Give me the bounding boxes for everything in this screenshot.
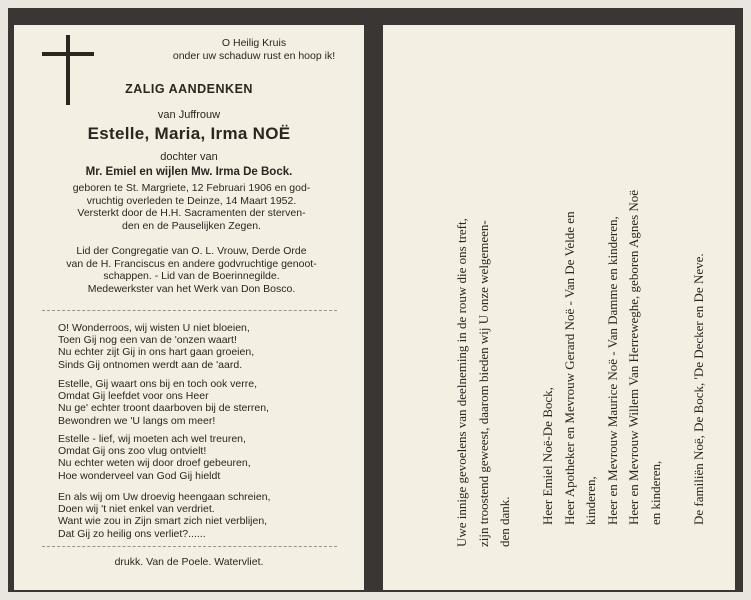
deceased-name: Estelle, Maria, Irma NOË: [87, 124, 291, 143]
membership-info: Lid der Congregatie van O. L. Vrouw, Derde Orde van de H. Franciscus en andere godvruchtige genoot- schappen. - Lid van de Boerinnegilde. Medewerkster van het Werk van Don Bosco.: [66, 245, 317, 295]
poem-stanza: Estelle - lief, wij moeten ach wel treuren, Omdat Gij ons zoo vlug ontvielt! Nu echter weten wij door droef gebeuren, Hoe wonderveel van God Gij hieldt: [58, 433, 251, 482]
dochter-label: dochter van: [160, 151, 218, 163]
thanks-line: zijn troostend geweest, daarom bieden wij U onze welgemeen-: [475, 220, 491, 547]
family-line: De familiën Noë, De Bock, 'De Decker en De Neve.: [690, 253, 706, 525]
van-label: van Juffrouw: [157, 109, 221, 121]
divider: [42, 310, 337, 311]
poem-stanza: Estelle, Gij waart ons bij en toch ook verre, Omdat Gij leefdet voor ons Heer Nu ge' echter troont daarboven bij de sterren, Bewondren we 'U langs om meer!: [58, 378, 269, 427]
family-line: Heer Apotheker en Mevrouw Gerard Noë - Van De Velde en: [561, 211, 577, 525]
motto: [139, 37, 369, 63]
thanks-text: [451, 67, 709, 547]
birth-death-info: geboren te St. Margriete, 12 Februari 1906 en god- vruchtig overleden te Deinze, 14 Maart 1952. Versterkt door de H.H. Sacramenten der sterven- den en de Pauselijken Zegen.: [72, 182, 311, 232]
memorial-card-front: [14, 25, 364, 590]
thanks-line: den dank.: [497, 496, 512, 547]
parents: Mr. Emiel en wijlen Mw. Irma De Bock.: [85, 166, 293, 178]
family-line: Heer en Mevrouw Willem Van Herreweghe, geboren Agnes Noë: [626, 189, 641, 525]
family-line: en kinderen,: [647, 460, 663, 525]
family-line: Heer Emiel Noë-De Bock,: [540, 387, 555, 525]
cross-icon-arm: [42, 52, 94, 56]
motto-line: O Heilig Kruis: [221, 37, 287, 49]
family-line: Heer en Mevrouw Maurice Noë - Van Damme en kinderen,: [604, 216, 620, 525]
poem-stanza: En als wij om Uw droevig heengaan schreien, Doen wij 't niet enkel van verdriet. Want wie zou in Zijn smart zich niet verblijen, Dat Gij zo heilig ons verliet?......: [58, 491, 271, 540]
motto-line: onder uw schaduw rust en hoop ik!: [172, 50, 336, 62]
memorial-card-back: [383, 25, 735, 590]
family-line: kinderen,: [583, 476, 598, 525]
printer-credit: drukk. Van de Poele. Watervliet.: [114, 556, 264, 568]
poem-stanza: O! Wonderroos, wij wisten U niet bloeien, Toen Gij nog een van de 'onzen waart! Nu echter zijt Gij in ons hart gaan groeien, Sinds Gij ontnomen werdt aan de 'aard.: [58, 322, 255, 371]
heading: ZALIG AANDENKEN: [125, 82, 253, 96]
thanks-line: Uwe innige gevoelens van deelneming in de rouw die ons treft,: [454, 218, 469, 547]
divider: [42, 546, 337, 547]
